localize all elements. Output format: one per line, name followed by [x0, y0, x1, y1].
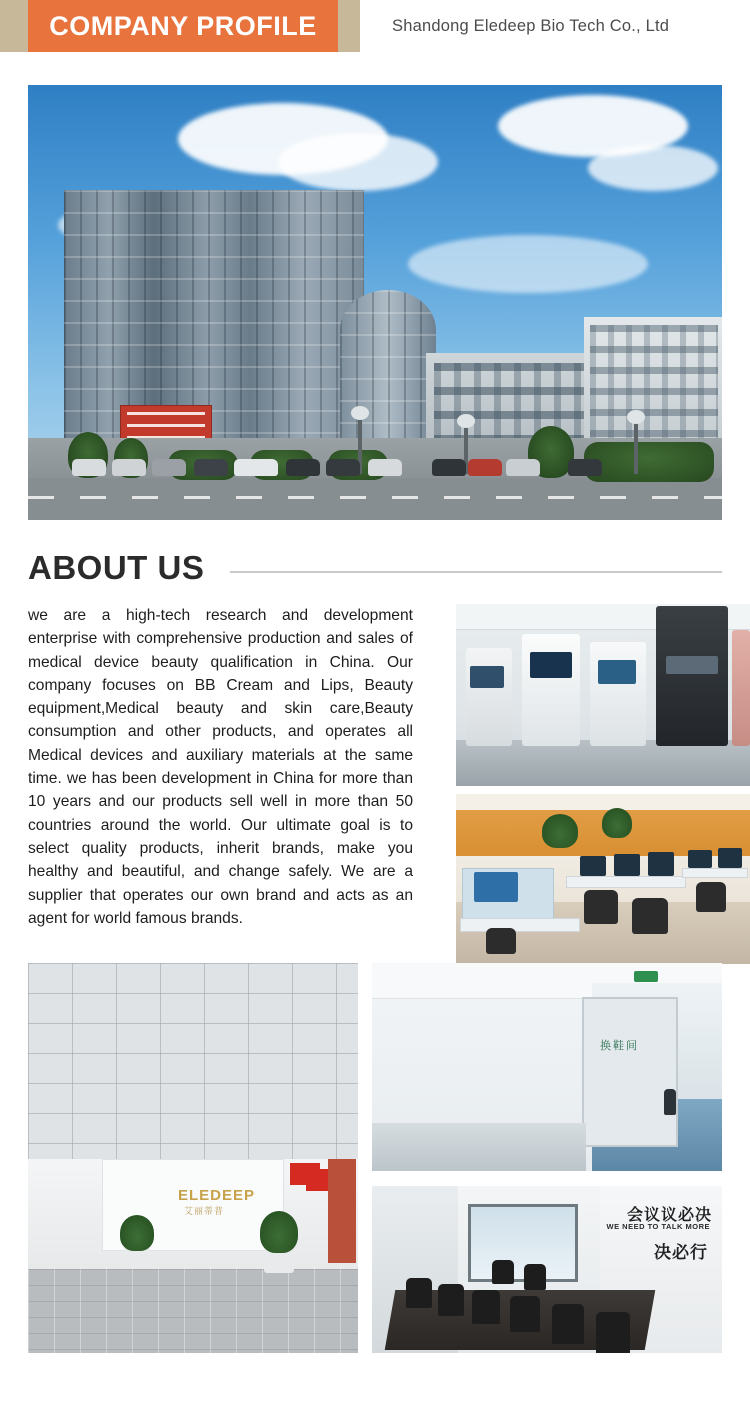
person-figure [664, 1089, 676, 1115]
about-paragraph: we are a high-tech research and development enterprise with comprehensive production and sales of medical device beauty qualification in China. Our company focuses on BB Cream and Lips, Beauty equipment,Medical beauty and skin care,Beauty consumption and other products, and operates all Medical devices and auxiliary materials at the same time. we has been development in China for more than 10 years and our products sell well in more than 50 countries around the world. Our ultimate goal is to select quality products, inherit brands, make you healthy and beautiful, and change safely. We are a supplier that operates our own brand and acts as an agent for world famous brands. [28, 607, 413, 927]
image-corridor [372, 963, 722, 1171]
meeting-slogan-en: WE NEED TO TALK MORE [606, 1222, 710, 1231]
plant [260, 1211, 298, 1253]
parked-car [286, 459, 320, 476]
corridor-door-label: 换鞋间 [600, 1040, 639, 1052]
exit-sign-icon [634, 971, 658, 982]
chair [524, 1264, 546, 1290]
cloud [278, 133, 438, 191]
chair [510, 1296, 540, 1332]
about-title: ABOUT US [28, 549, 205, 586]
hero-illustration [28, 85, 722, 520]
cloud [408, 235, 648, 293]
header-badge-label: COMPANY PROFILE [49, 10, 317, 41]
chair [472, 1290, 500, 1324]
parked-car [468, 459, 502, 476]
plant [120, 1215, 154, 1251]
parked-car [152, 459, 186, 476]
lobby-brand-subtext: 艾丽蒂普 [184, 1206, 225, 1216]
parked-car [506, 459, 540, 476]
parked-car [72, 459, 106, 476]
parked-car [432, 459, 466, 476]
about-heading [28, 545, 722, 591]
company-name: Shandong Eledeep Bio Tech Co., Ltd [392, 16, 670, 35]
parked-car [326, 459, 360, 476]
parked-car [194, 459, 228, 476]
page-header [0, 0, 750, 52]
about-divider [230, 571, 722, 573]
image-lobby [28, 963, 358, 1353]
image-open-office [456, 794, 750, 964]
hedge [584, 442, 714, 482]
meeting-slogan-top: 会议议必决 [626, 1207, 712, 1224]
meeting-slogan-bottom: 决必行 [654, 1243, 708, 1262]
image-equipment-showroom [456, 604, 750, 786]
chair [438, 1284, 464, 1316]
parked-car [368, 459, 402, 476]
hero-image-building [28, 85, 722, 520]
cloud [588, 145, 718, 191]
chair [492, 1260, 514, 1284]
window [468, 1204, 578, 1282]
chair [596, 1312, 630, 1353]
corridor-door [582, 997, 678, 1147]
road [28, 478, 722, 520]
parked-car [112, 459, 146, 476]
street-lamp [634, 422, 638, 474]
lobby-brand-text: ELEDEEP [178, 1187, 256, 1204]
parked-van [234, 459, 278, 476]
parked-car [568, 459, 602, 476]
image-meeting-room [372, 1186, 722, 1353]
chair [552, 1304, 584, 1344]
lobby-door [328, 1159, 356, 1263]
header-badge [28, 0, 338, 52]
chair [406, 1278, 432, 1308]
